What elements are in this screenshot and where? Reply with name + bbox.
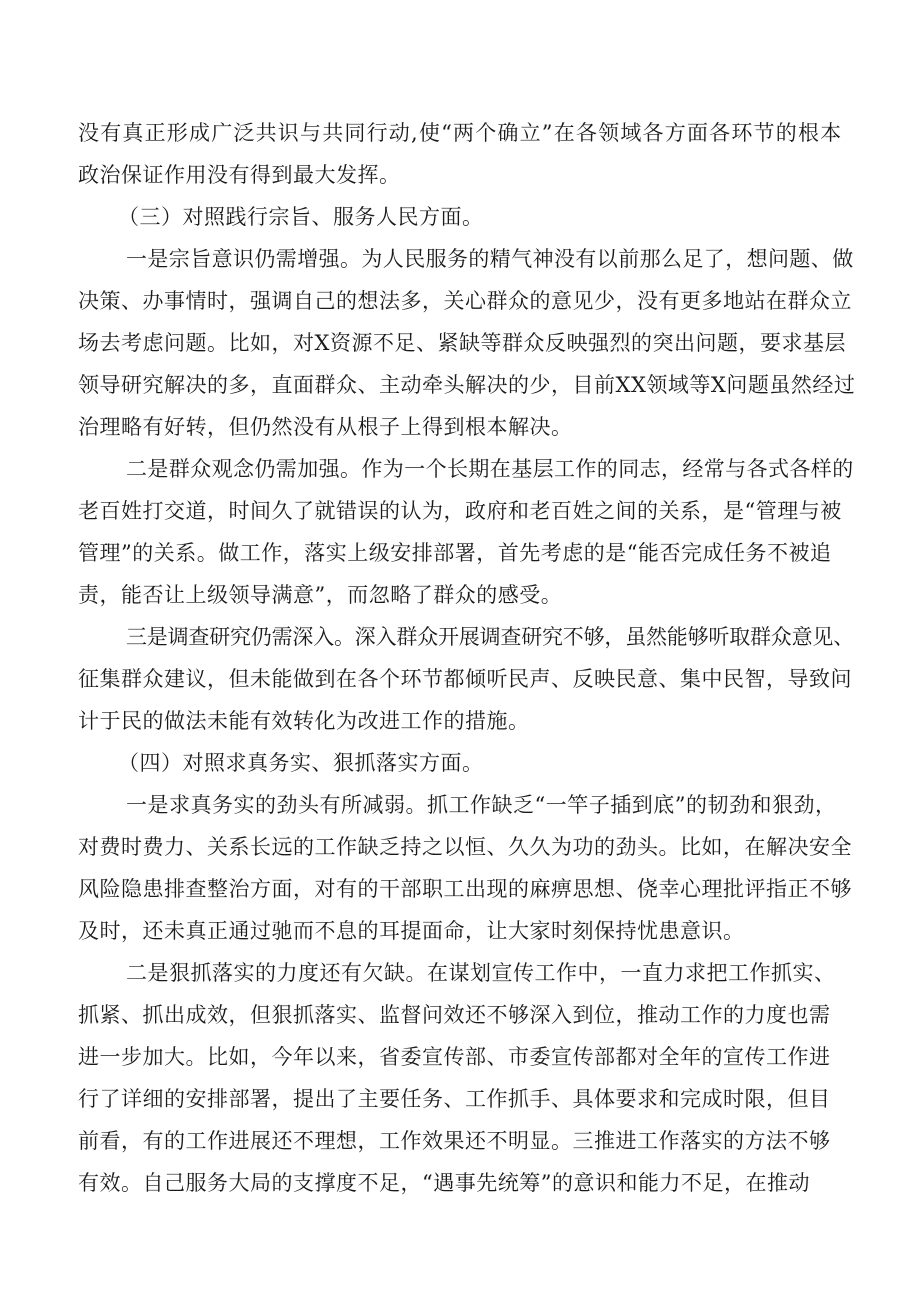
text-line: 决策、办事情时，强调自己的想法多，关心群众的意见少，没有更多地站在群众立 — [78, 289, 852, 313]
text-line: 行了详细的安排部署，提出了主要任务、工作抓手、具体要求和完成时限，但目 — [78, 1087, 831, 1111]
text-line: 计于民的做法未能有效转化为改进工作的措施。 — [78, 709, 530, 733]
text-line: 风险隐患排查整治方面，对有的干部职工出现的麻痹思想、侥幸心理批评指正不够 — [78, 877, 852, 901]
text-line: 政治保证作用没有得到最大发挥。 — [78, 163, 401, 187]
text-line: 前看，有的工作进展还不理想，工作效果还不明显。三推进工作落实的方法不够 — [78, 1129, 831, 1153]
text-line: 一是求真务实的劲头有所减弱。抓工作缺乏“一竿子插到底”的韧劲和狠劲， — [126, 793, 837, 817]
text-line: 没有真正形成广泛共识与共同行动,使“两个确立”在各领域各方面各环节的根本 — [78, 121, 843, 145]
text-line: 老百姓打交道，时间久了就错误的认为，政府和老百姓之间的关系，是“管理与被 — [78, 499, 842, 523]
text-line: 场去考虑问题。比如，对X资源不足、紧缺等群众反映强烈的突出问题，要求基层 — [78, 331, 846, 355]
text-line: 征集群众建议，但未能做到在各个环节都倾听民声、反映民意、集中民智，导致问 — [78, 667, 852, 691]
text-line: 及时，还未真正通过驰而不息的耳提面命，让大家时刻保持忧患意识。 — [78, 919, 745, 943]
text-line: 对费时费力、关系长远的工作缺乏持之以恒、久久为功的劲头。比如，在解决安全 — [78, 835, 852, 859]
text-line: 有效。自己服务大局的支撑度不足，“遇事先统筹”的意识和能力不足，在推动 — [78, 1171, 810, 1195]
text-line: 管理”的关系。做工作，落实上级安排部署，首先考虑的是“能否完成任务不被追 — [78, 541, 832, 565]
text-line: 二是群众观念仍需加强。作为一个长期在基层工作的同志，经常与各式各样的 — [126, 457, 854, 481]
text-line: 领导研究解决的多，直面群众、主动牵头解决的少，目前XX领域等X问题虽然经过 — [78, 373, 856, 397]
text-line: 二是狠抓落实的力度还有欠缺。在谋划宣传工作中，一直力求把工作抓实、 — [126, 961, 836, 985]
section-heading: （三）对照践行宗旨、服务人民方面。 — [118, 205, 484, 229]
text-line: 一是宗旨意识仍需增强。为人民服务的精气神没有以前那么足了，想问题、做 — [126, 247, 854, 271]
text-line: 抓紧、抓出成效，但狠抓落实、监督问效还不够深入到位，推动工作的力度也需 — [78, 1003, 831, 1027]
section-heading: （四）对照求真务实、狠抓落实方面。 — [118, 751, 484, 775]
text-line: 进一步加大。比如，今年以来，省委宣传部、市委宣传部都对全年的宣传工作进 — [78, 1045, 831, 1069]
text-line: 三是调查研究仍需深入。深入群众开展调查研究不够，虽然能够听取群众意见、 — [126, 625, 854, 649]
text-line: 治理略有好转，但仍然没有从根子上得到根本解决。 — [78, 415, 573, 439]
text-line: 责，能否让上级领导满意”，而忽略了群众的感受。 — [78, 583, 563, 607]
